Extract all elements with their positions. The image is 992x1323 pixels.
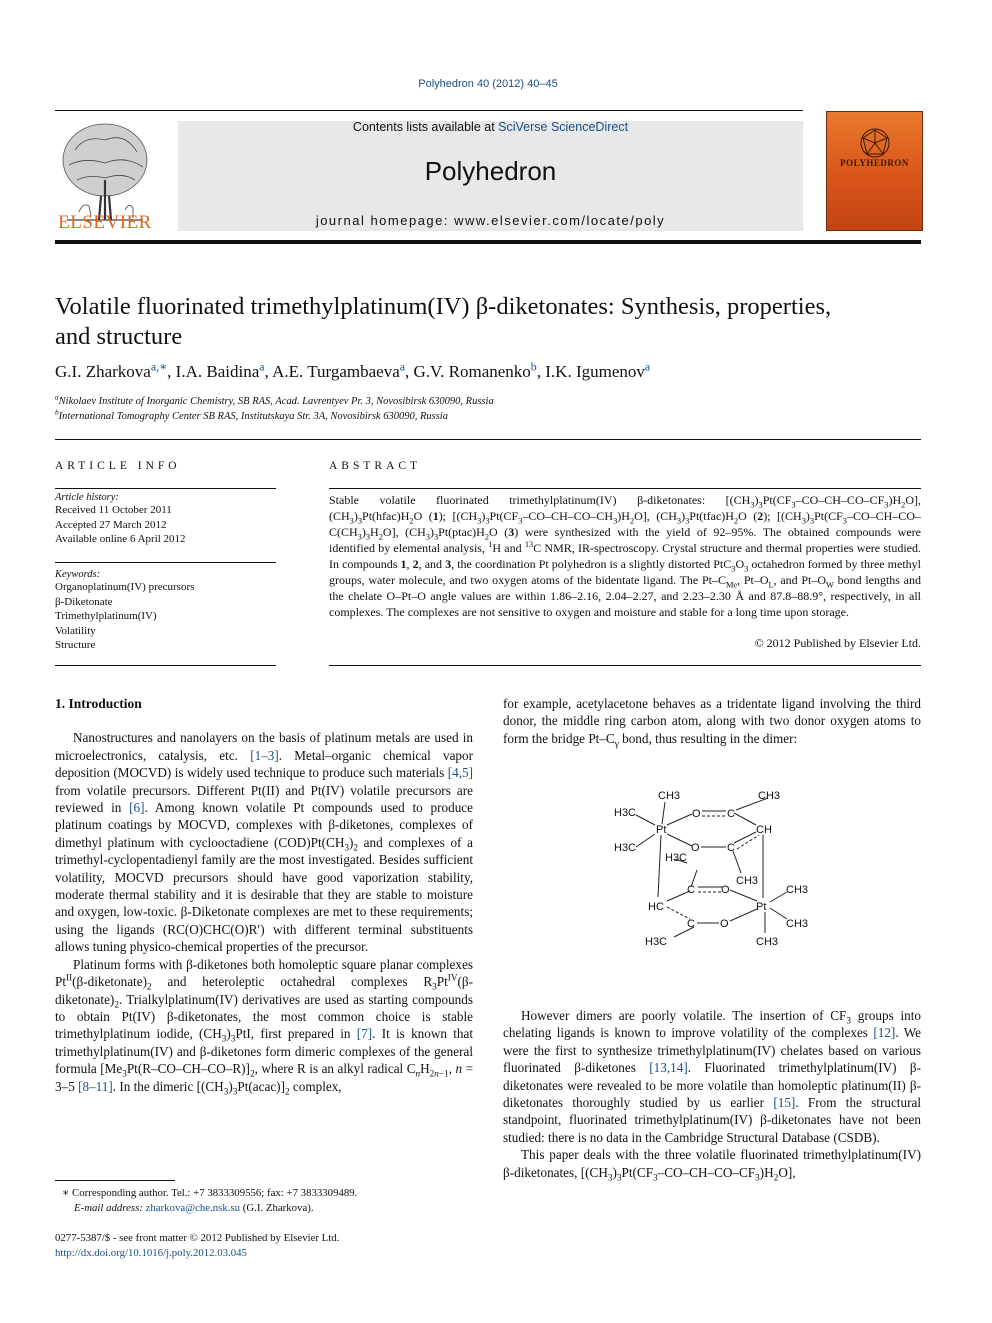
email-link[interactable]: zharkova@che.nsk.su — [145, 1201, 241, 1214]
footnote-issn: 0277-5387/$ - see front matter © 2012 Published by Elsevier Ltd. http://dx.doi.org/10.1016/j.poly.2012.03.045 — [55, 1231, 485, 1260]
author-mark: a,∗ — [150, 359, 168, 374]
structure-label: CH — [756, 824, 772, 836]
structure-label: CH3 — [756, 936, 779, 948]
structure-label: Pt — [756, 901, 767, 913]
author-list: G.I. Zharkova$^{a,∗}$, I.A. Baidina$^a$, A.E. Turgambaeva$^a$, G.V. Romanenko$^b$, I.K. Igumenov$^a$ — [55, 359, 651, 381]
article-info-heading: ARTICLE INFO — [55, 460, 181, 472]
abstract-text: Stable volatile fluorinated trimethylplatinum(IV) β-diketonates: $[(CH_3)_3Pt(CF_3-CO-CH-CO-CF_3)H_2O]$, $(CH_3)_3Pt(hfac)H_2O$ (1); $[(CH_3)_3Pt(CF_3-CO-CH-CO-CH_3)H_2O]$, $(CH_3)_3Pt(tfac)H_2O$ (2); [$(CH_3)_3Pt(CF_3-CO-CH-CO-C(CH_3)_3H_2O]$, $(CH_3)_3Pt(ptac)H_2O$ (3) were synthesized with the yield of 92–95%. The obtained compounds were identified by elemental analysis, $^1$H and $^{13}$C NMR, IR-spectroscopy. Crystal structure and thermal properties were studied. In compounds 1, 2, and 3, the coordination Pt polyhedron is a slightly distorted $PtC_3O_3$ octahedron formed by three methyl groups, water molecule, and two oxygen atoms of the bidentate ligand. The $Pt-C_{Me}$, $Pt-O_L$, and $Pt-O_W$ bond lengths and the chelate O–Pt–O angle values are within 1.86–2.16, 2.04–2.27, and 2.23–2.30 Å and 87.8–88.9°, respectively, in all complexes. The complexes are not sensitive to oxygen and moisture and stable for a long time upon storage. — [329, 493, 922, 619]
author-name: I.A. Baidina — [175, 362, 260, 381]
header-bottom-rule — [55, 240, 921, 244]
section-heading-introduction: 1. Introduction — [55, 696, 142, 711]
author-name: A.E. Turgambaeva — [272, 362, 400, 381]
structure-label: H3C — [614, 807, 637, 819]
structure-label: C — [727, 808, 735, 820]
structure-label: O — [692, 808, 701, 820]
footnote-corresponding: ∗ Corresponding author. Tel.: +7 3833309556; fax: +7 3833309489. E-mail address: zharkova@che.nsk.su (G.I. Zharkova). — [62, 1187, 358, 1214]
author-name: G.V. Romanenko — [413, 362, 531, 381]
structure-label: O — [721, 884, 730, 896]
intro-column-left: 1. Introduction Nanostructures and nanolayers on the basis of platinum metals are used in microelectronics, catalysis, etc. [1–3]. Metal–organic chemical vapor deposition (MOCVD) is widely used technique to produce such materials [4,5] from volatile precursors. Different Pt(II) and Pt(IV) volatile precursors are reviewed in [6]. Among known volatile Pt compounds used to produce platinum coatings by MOCVD, complexes with β-diketones, complexes of dimethyl platinum with cyclooctadiene $(COD)Pt(CH_3)_2$ and complexes of a trimethyl-cyclopentadienyl family are the most investigated. Besides sufficient volatility, MOCVD precursors should have good vaporization stability, moderate thermal stability and it is desirable that they are stable to moisture and oxygen, low-toxic. β-Diketonate complexes are met to these requirements; using the ligands (RC(O)CHC(O)R′) with different terminal substituents allows tuning physico-chemical properties of the precursor. Platinum forms with β-diketones both homoleptic square planar complexes $Pt^{II}(\beta-diketonate)_2$ and heteroleptic octahedral complexes $R_3Pt^{IV}(\beta-diketonate)_2$. Trialkylplatinum(IV) derivatives are used as starting compounds to obtain Pt(IV) β-diketonates, the most common choice is stable trimethylplatinum iodide, $(CH_3)_3PtI$, first prepared in [7]. It is known that trimethylplatinum(IV) and β-diketones form dimeric complexes of the general formula $[Me_3Pt(R-CO-CH-CO-R)]_2$, where R is an alkyl radical $C_nH_{2n-1}$, n = 3–5 [8–11]. In the dimeric $[(CH_3)_3Pt(acac)]_2$ complex, — [55, 696, 474, 1097]
structure-label: CH3 — [786, 884, 809, 896]
cover-title: POLYHEDRON — [840, 158, 909, 168]
abstract-heading: ABSTRACT — [329, 460, 422, 472]
structure-label: C — [687, 918, 695, 930]
doi-link[interactable]: http://dx.doi.org/10.1016/j.poly.2012.03.045 — [55, 1246, 247, 1259]
author-mark: a — [399, 359, 406, 374]
article-info-rule — [55, 488, 276, 489]
author-name: I.K. Igumenov — [545, 362, 645, 381]
contents-line: Contents lists available at SciVerse ScienceDirect — [352, 120, 629, 134]
abstract-rule — [329, 488, 921, 489]
abstract-copyright: © 2012 Published by Elsevier Ltd. — [754, 636, 921, 650]
intro-column-right-bottom: However dimers are poorly volatile. The insertion of $CF_3$ groups into chelating ligands is known to improve volatility of the complexes [12]. We were the first to synthesize trimethylplatinum(IV) chelates based on various fluorinated β-diketones [13,14]. Fluorinated trimethylplatinum(IV) β-diketonates were revealed to be more volatile than homoleptic platinum(II) β-diketonates thoroughly studied by us earlier [15]. From the structural standpoint, fluorinated trimethylplatinum(IV) β-diketonates have not been studied: there is no data in the Cambridge Structural Database (CSDB). This paper deals with the three volatile fluorinated trimethylplatinum(IV) β-diketonates, $[(CH_3)_3Pt(CF_3-CO-CH-CO-CF_3)H_2O]$, — [503, 1008, 922, 1183]
structure-label: H3C — [645, 936, 668, 948]
journal-reference[interactable]: Polyhedron 40 (2012) 40–45 — [418, 78, 558, 90]
affiliation-a: $^a$Nikolaev Institute of Inorganic Chemistry, SB RAS, Acad. Lavrentyev Pr. 3, Novosibirsk 630090, Russia — [55, 392, 494, 407]
header-top-rule — [55, 110, 803, 111]
author-mark: a — [259, 359, 265, 374]
affiliation-rule — [55, 439, 921, 440]
journal-cover-image — [826, 111, 923, 231]
structure-label: H3C — [665, 852, 688, 864]
intro-column-right-top: for example, acetylacetone behaves as a tridentate ligand involving the third donor, the middle ring carbon atom, along with two donor oxygen atoms to form the bridge $Pt-C_\gamma$ bond, thus resulting in the dimer: — [503, 696, 921, 749]
abstract-bottom-rule — [329, 665, 921, 666]
footnote-rule — [55, 1180, 175, 1181]
structure-label: CH3 — [758, 790, 781, 802]
keywords-rule — [55, 665, 276, 666]
structure-label: C — [727, 842, 735, 854]
structure-label: CH3 — [736, 875, 759, 887]
structure-label: O — [720, 918, 729, 930]
keywords: Keywords: Organoplatinum(IV) precursors β-Diketonate Trimethylplatinum(IV) Volatility Structure — [55, 569, 195, 651]
structure-label: C — [687, 884, 695, 896]
history-rule — [55, 562, 276, 563]
elsevier-wordmark[interactable]: ELSEVIER — [58, 212, 152, 233]
article-history: Article history: Received 11 October 2011 Accepted 27 March 2012 Available online 6 April 2012 — [55, 492, 186, 545]
structure-label: CH3 — [786, 918, 809, 930]
journal-homepage[interactable]: journal homepage: www.elsevier.com/locate/poly — [315, 213, 666, 228]
article-title: Volatile fluorinated trimethylplatinum(IV) β-diketonates: Synthesis, properties, and structure — [55, 293, 832, 350]
author-mark: a — [644, 359, 651, 374]
author-mark: b — [530, 359, 537, 374]
affiliation-b: $^b$International Tomography Center SB RAS, Institutskaya Str. 3A, Novosibirsk 630090, Russia — [55, 407, 448, 422]
structure-label: CH3 — [658, 790, 681, 802]
journal-name: Polyhedron — [424, 156, 557, 186]
sciencedirect-link[interactable]: SciVerse ScienceDirect — [498, 120, 629, 134]
polyhedron-icon — [857, 126, 893, 160]
dimer-structure-diagram — [610, 785, 815, 955]
structure-label: H3C — [614, 842, 637, 854]
structure-label: Pt — [656, 824, 667, 836]
author-name: G.I. Zharkova — [55, 362, 151, 381]
structure-label: HC — [648, 901, 664, 913]
structure-label: O — [691, 842, 700, 854]
